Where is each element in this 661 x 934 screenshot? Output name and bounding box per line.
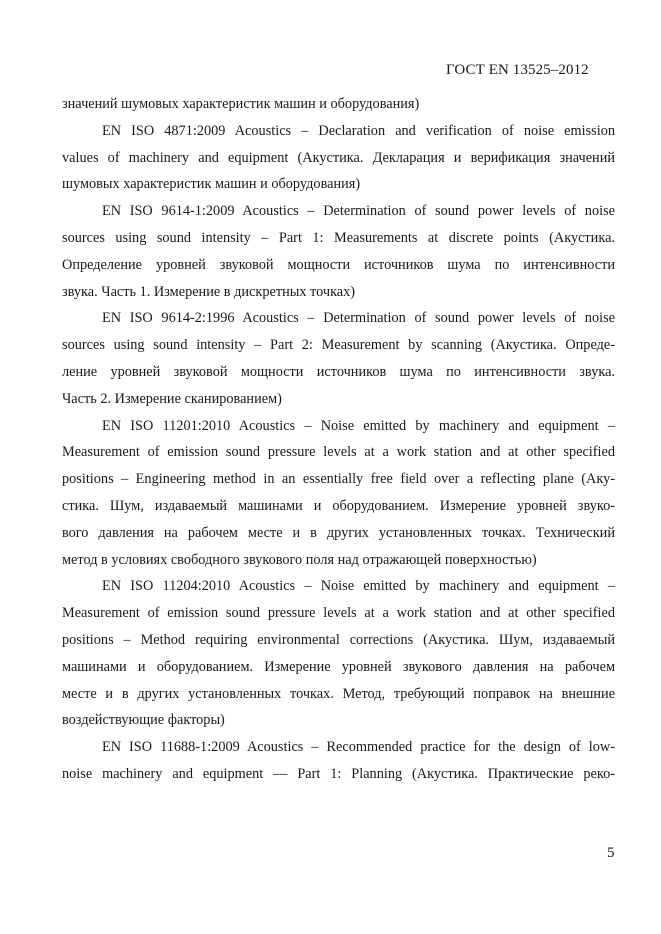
text-line: EN ISO 4871:2009 Acoustics – Declaration and verification of noise emission (102, 122, 615, 139)
text-line: positions – Engineering method in an essentially free field over a reflecting plane (Аку- (62, 471, 615, 488)
text-line: EN ISO 11204:2010 Acoustics – Noise emitted by machinery and equipment – (102, 578, 615, 595)
text-line: стика. Шум, издаваемый машинами и оборудованием. Измерение уровней звуко- (62, 497, 615, 514)
text-line: positions – Method requiring environmental corrections (Акустика. Шум, издаваемый (62, 631, 615, 648)
text-line: EN ISO 11201:2010 Acoustics – Noise emitted by machinery and equipment – (102, 417, 615, 434)
text-line: Measurement of emission sound pressure levels at a work station and at other specified (62, 605, 615, 622)
page-number: 5 (607, 845, 615, 861)
text-line: Measurement of emission sound pressure levels at a work station and at other specified (62, 444, 615, 461)
text-line: шумовых характеристик машин и оборудования) (62, 176, 361, 193)
text-line: метод в условиях свободного звукового поля над отражающей поверхностью) (62, 551, 537, 568)
text-line: машинами и оборудованием. Измерение уровней звукового давления на рабочем (62, 658, 615, 675)
text-line: Часть 2. Измерение сканированием) (62, 390, 282, 407)
document-code-header: ГОСТ EN 13525–2012 (446, 62, 589, 78)
text-line: EN ISO 11688-1:2009 Acoustics – Recommended practice for the design of low- (102, 739, 615, 756)
text-line: EN ISO 9614-1:2009 Acoustics – Determination of sound power levels of noise (102, 203, 615, 220)
text-line: месте и в других установленных точках. Метод, требующий поправок на внешние (62, 685, 615, 702)
text-line: EN ISO 9614-2:1996 Acoustics – Determination of sound power levels of noise (102, 310, 615, 327)
text-line: noise machinery and equipment — Part 1: Planning (Акустика. Практические реко- (62, 765, 615, 782)
text-line: sources using sound intensity – Part 2: Measurement by scanning (Акустика. Опреде- (62, 337, 615, 354)
text-line: ление уровней звуковой мощности источников шума по интенсивности звука. (62, 363, 615, 380)
text-line: воздействующие факторы) (62, 712, 225, 729)
text-line: звука. Часть 1. Измерение в дискретных точках) (62, 283, 356, 300)
text-line: вого давления на рабочем месте и в других установленных точках. Технический (62, 524, 615, 541)
text-line: значений шумовых характеристик машин и оборудования) (62, 96, 420, 112)
text-line: sources using sound intensity – Part 1: Measurements at discrete points (Акустика. (62, 229, 615, 246)
body-text (62, 91, 615, 788)
text-line: Определение уровней звуковой мощности источников шума по интенсивности (62, 256, 615, 273)
text-line: values of machinery and equipment (Акустика. Декларация и верификация значений (62, 149, 615, 166)
